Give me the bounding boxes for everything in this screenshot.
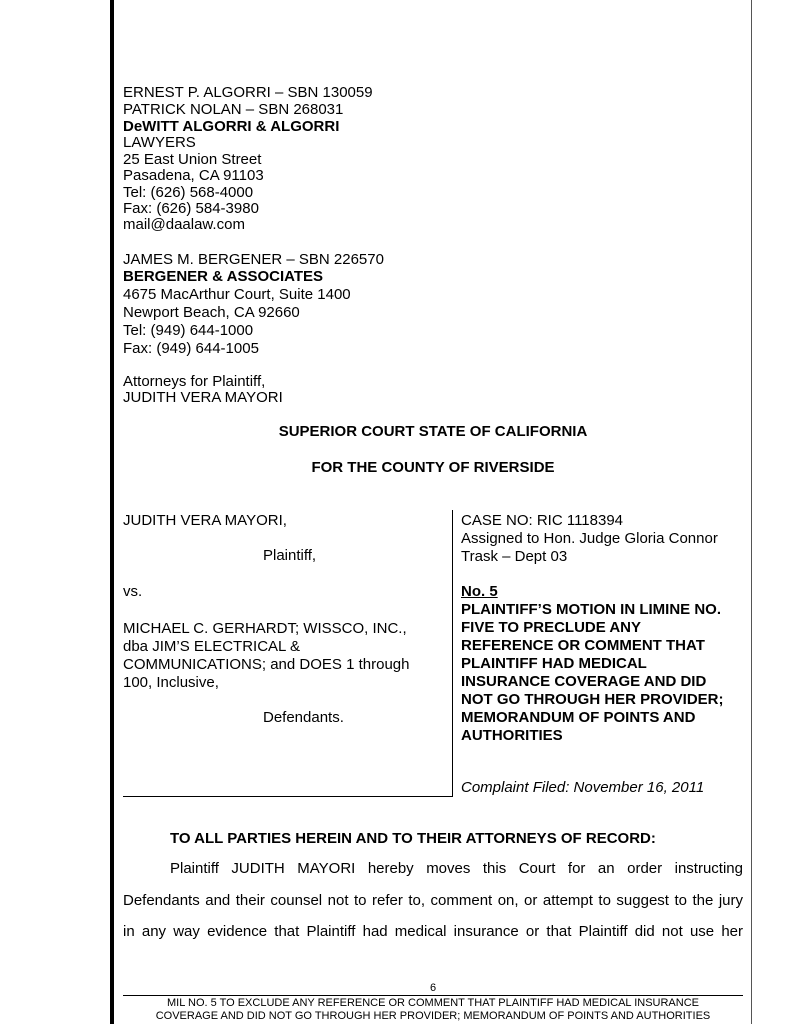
- attorney-3: JAMES M. BERGENER – SBN 226570: [123, 251, 384, 268]
- attorney-2: PATRICK NOLAN – SBN 268031: [123, 101, 344, 118]
- body-line-1: Plaintiff JUDITH MAYORI hereby moves this Court for an order instructing: [170, 860, 743, 877]
- attorney-1: ERNEST P. ALGORRI – SBN 130059: [123, 84, 373, 101]
- firm-1-address-1: 25 East Union Street: [123, 151, 262, 168]
- firm-2-address-1: 4675 MacArthur Court, Suite 1400: [123, 286, 351, 303]
- left-margin-rule: [110, 0, 114, 1024]
- motion-number: No. 5: [461, 583, 498, 600]
- salutation: TO ALL PARTIES HEREIN AND TO THEIR ATTORNEYS OF RECORD:: [170, 830, 656, 847]
- defendants-line-3: COMMUNICATIONS; and DOES 1 through: [123, 656, 410, 673]
- firm-2-address-2: Newport Beach, CA 92660: [123, 304, 300, 321]
- court-county: FOR THE COUNTY OF RIVERSIDE: [311, 459, 555, 476]
- client-name: JUDITH VERA MAYORI: [123, 389, 283, 406]
- case-number: CASE NO: RIC 1118394: [461, 512, 624, 529]
- caption-bottom-rule: [123, 796, 453, 797]
- motion-title-line-1: PLAINTIFF’S MOTION IN LIMINE NO.: [461, 601, 721, 618]
- assigned-judge-line-1: Assigned to Hon. Judge Gloria Connor: [461, 530, 718, 547]
- firm-1-tel: Tel: (626) 568-4000: [123, 184, 254, 201]
- firm-1-fax: Fax: (626) 584-3980: [123, 200, 259, 217]
- defendants-line-2: dba JIM’S ELECTRICAL &: [123, 638, 301, 655]
- complaint-filed-date: Complaint Filed: November 16, 2011: [461, 779, 705, 796]
- defendants-label: Defendants.: [263, 709, 344, 726]
- body-line-2: Defendants and their counsel not to refer to, comment on, or attempt to suggest to the jury: [123, 892, 743, 909]
- firm-2-tel: Tel: (949) 644-1000: [123, 322, 254, 339]
- firm-1-subtitle: LAWYERS: [123, 134, 196, 151]
- body-line-3: in any way evidence that Plaintiff had medical insurance or that Plaintiff did not use her: [123, 923, 743, 940]
- defendants-line-4: 100, Inclusive,: [123, 674, 219, 691]
- plaintiff-label: Plaintiff,: [263, 547, 317, 564]
- page-number: 6: [429, 982, 437, 994]
- court-name: SUPERIOR COURT STATE OF CALIFORNIA: [278, 423, 588, 440]
- motion-title-line-4: PLAINTIFF HAD MEDICAL: [461, 655, 647, 672]
- motion-title: [461, 601, 746, 745]
- caption-vertical-divider: [452, 510, 453, 797]
- firm-2-name: BERGENER & ASSOCIATES: [123, 268, 324, 285]
- firm-1-address-2: Pasadena, CA 91103: [123, 167, 264, 184]
- versus-label: vs.: [123, 583, 143, 600]
- footer-rule: [123, 995, 743, 996]
- firm-1-name: DeWITT ALGORRI & ALGORRI: [123, 118, 340, 135]
- motion-title-line-2: FIVE TO PRECLUDE ANY: [461, 619, 642, 636]
- assigned-judge-line-2: Trask – Dept 03: [461, 548, 568, 565]
- footer-line-1: MIL NO. 5 TO EXCLUDE ANY REFERENCE OR COMMENT THAT PLAINTIFF HAD MEDICAL INSURANCE: [167, 997, 699, 1009]
- attorneys-for-label: Attorneys for Plaintiff,: [123, 373, 266, 390]
- motion-title-line-8: AUTHORITIES: [461, 727, 563, 744]
- motion-title-line-3: REFERENCE OR COMMENT THAT: [461, 637, 705, 654]
- right-margin-rule: [751, 0, 752, 1024]
- firm-1-email: mail@daalaw.com: [123, 216, 245, 233]
- footer-line-2: COVERAGE AND DID NOT GO THROUGH HER PROVIDER; MEMORANDUM OF POINTS AND AUTHORITIES: [155, 1010, 711, 1022]
- motion-title-line-5: INSURANCE COVERAGE AND DID: [461, 673, 707, 690]
- motion-title-line-7: MEMORANDUM OF POINTS AND: [461, 709, 696, 726]
- defendants-line-1: MICHAEL C. GERHARDT; WISSCO, INC.,: [123, 620, 407, 637]
- plaintiff-name: JUDITH VERA MAYORI,: [123, 512, 287, 529]
- firm-2-fax: Fax: (949) 644-1005: [123, 340, 259, 357]
- motion-title-line-6: NOT GO THROUGH HER PROVIDER;: [461, 691, 724, 708]
